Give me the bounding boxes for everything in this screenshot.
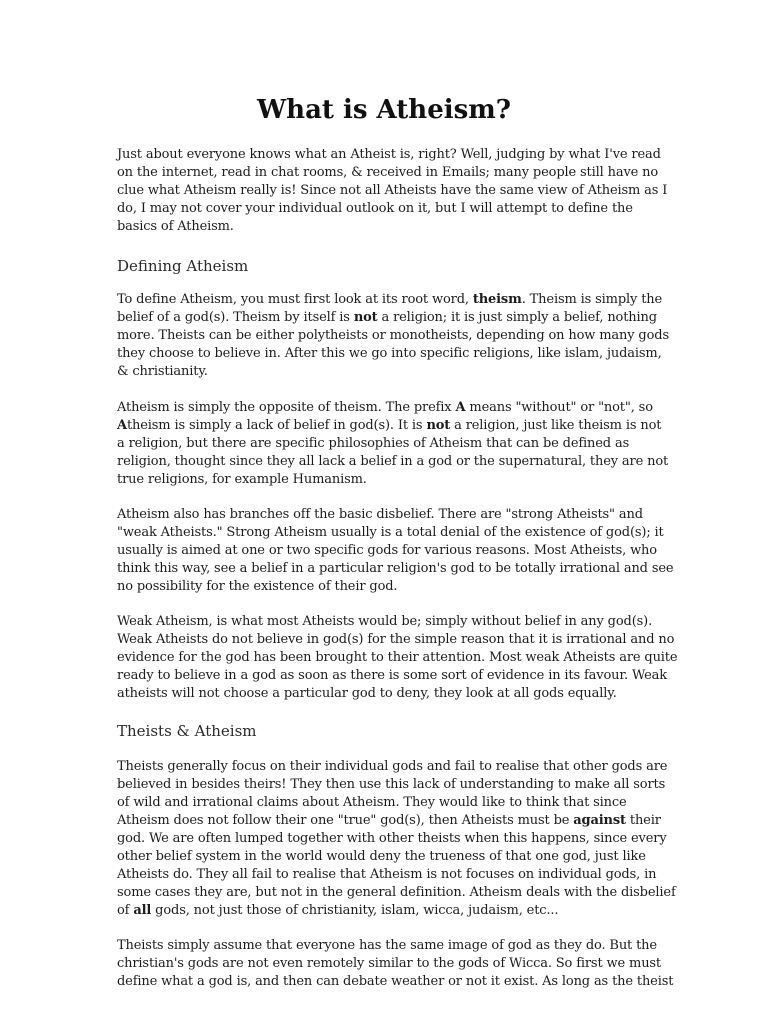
- text-line: "weak Atheists." Strong Atheism usually is a total denial of the existence of god(s); it: [117, 525, 664, 540]
- text-line: atheists will not choose a particular god to deny, they look at all gods equally.: [117, 686, 617, 701]
- text-line: no possibility for the existence of their god.: [117, 579, 398, 594]
- text-line: basics of Atheism.: [117, 219, 234, 234]
- text-line: [117, 812, 661, 830]
- bold-term: all: [133, 903, 152, 918]
- text-line: [117, 417, 662, 435]
- bold-term: not: [426, 418, 451, 433]
- text-run: means "without" or "not", so: [465, 400, 653, 415]
- text-line: do, I may not cover your individual outlook on it, but I will attempt to define the: [117, 201, 633, 216]
- text-run: gods, not just those of christianity, islam, wicca, judaism, etc...: [151, 903, 559, 918]
- page-title: What is Atheism?: [256, 95, 511, 125]
- assume-paragraph: [117, 937, 674, 991]
- section-heading-theists: Theists & Atheism: [117, 722, 257, 740]
- text-line: Weak Atheism, is what most Atheists would be; simply without belief in any god(s).: [117, 614, 653, 629]
- text-line: clue what Atheism really is! Since not all Atheists have the same view of Atheism as I: [117, 183, 668, 198]
- text-line: ready to believe in a god as soon as there is some sort of evidence in its favour. Weak: [117, 668, 667, 683]
- text-line: some cases they are, but not in the general definition. Atheism deals with the disbelief: [117, 885, 676, 900]
- define-paragraph: [117, 291, 669, 381]
- text-line: think this way, see a belief in a particular religion's god to be totally irrational and see: [117, 561, 674, 576]
- intro-paragraph: [117, 146, 668, 236]
- text-run: . Theism is simply the: [521, 292, 663, 307]
- text-run: a religion, just like theism is not: [450, 418, 662, 433]
- weak-atheism-paragraph: [117, 613, 678, 703]
- text-run: theism is simply a lack of belief in god(s). It is: [126, 418, 427, 433]
- text-line: true religions, for example Humanism.: [117, 472, 367, 487]
- text-line: god. We are often lumped together with other theists when this happens, since every: [117, 831, 667, 846]
- bold-term: A: [455, 400, 466, 415]
- branches-paragraph: [117, 506, 674, 596]
- opposite-paragraph: [117, 399, 669, 489]
- text-line: Atheists do. They all fail to realise that Atheism is not focuses on individual gods, in: [117, 867, 657, 882]
- text-line: Weak Atheists do not believe in god(s) for the simple reason that it is irrational and no: [117, 632, 675, 647]
- text-line: [117, 291, 663, 309]
- bold-term: A: [117, 418, 127, 433]
- text-run: To define Atheism, you must first look at its root word,: [117, 292, 473, 307]
- bold-term: theism: [472, 292, 522, 307]
- text-line: on the internet, read in chat rooms, & received in Emails; many people still have no: [117, 165, 659, 180]
- text-run: a religion; it is just simply a belief, nothing: [377, 310, 657, 325]
- theists-paragraph: [117, 758, 676, 920]
- bold-term: not: [353, 310, 378, 325]
- text-line: they choose to believe in. After this we go into specific religions, like islam, judaism,: [117, 346, 662, 361]
- bold-term: against: [573, 813, 626, 828]
- text-run: Atheism does not follow their one "true" god(s), then Atheists must be: [117, 813, 574, 828]
- text-line: evidence for the god has been brought to their attention. Most weak Atheists are quite: [117, 650, 678, 665]
- text-run: of: [117, 903, 134, 918]
- text-run: their: [625, 813, 661, 828]
- text-line: [117, 399, 657, 417]
- text-line: define what a god is, and then can debate weather or not it exist. As long as the theist: [117, 974, 674, 989]
- text-run: Atheism is simply the opposite of theism. The prefix: [117, 400, 456, 415]
- text-line: [117, 902, 657, 920]
- text-line: [117, 309, 657, 327]
- text-line: Theists simply assume that everyone has the same image of god as they do. But the: [117, 938, 657, 953]
- text-line: of wild and irrational claims about Atheism. They would like to think that since: [117, 795, 627, 810]
- text-line: religion, thought since they all lack a belief in a god or the supernatural, they are not: [117, 454, 669, 469]
- section-heading-defining: Defining Atheism: [117, 257, 249, 275]
- text-line: Just about everyone knows what an Atheist is, right? Well, judging by what I've read: [117, 147, 661, 162]
- text-line: usually is aimed at one or two specific gods for various reasons. Most Atheists, who: [117, 543, 657, 558]
- text-run: belief of a god(s). Theism by itself is: [117, 310, 354, 325]
- text-line: other belief system in the world would deny the trueness of that one god, just like: [117, 849, 646, 864]
- text-line: Theists generally focus on their individual gods and fail to realise that other gods are: [117, 759, 668, 774]
- text-line: a religion, but there are specific philosophies of Atheism that can be defined as: [117, 436, 630, 451]
- text-line: & christianity.: [117, 364, 208, 379]
- text-line: Atheism also has branches off the basic disbelief. There are "strong Atheists" and: [117, 507, 643, 522]
- text-line: more. Theists can be either polytheists or monotheists, depending on how many gods: [117, 328, 669, 343]
- text-line: christian's gods are not even remotely similar to the gods of Wicca. So first we must: [117, 956, 662, 971]
- text-line: believed in besides theirs! They then use this lack of understanding to make all sorts: [117, 777, 666, 792]
